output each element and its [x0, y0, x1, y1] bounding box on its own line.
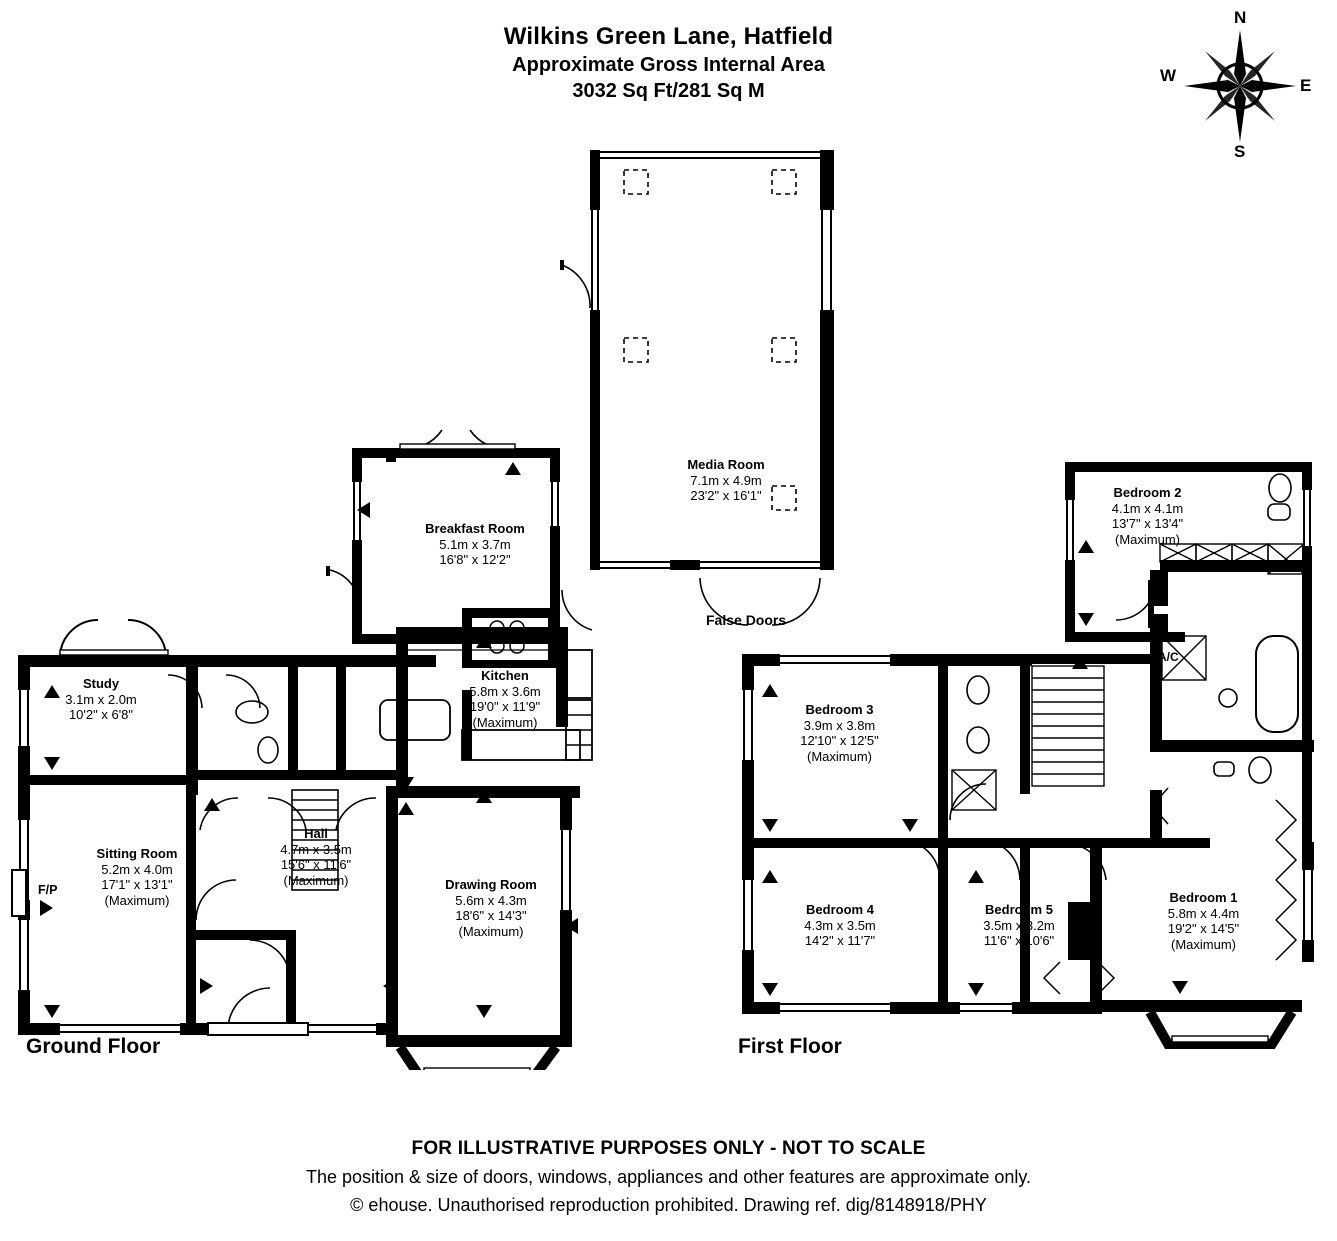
- plan-header: [0, 22, 1337, 104]
- plan-footer: [0, 1135, 1337, 1219]
- room-bedroom-5: Bedroom 5 3.5m x 3.2m 11'6" x 10'6": [983, 902, 1055, 948]
- compass-rose: [1150, 8, 1330, 168]
- air-conditioning-label: A/C: [1158, 650, 1179, 664]
- copyright-line: © ehouse. Unauthorised reproduction prohibited. Drawing ref. dig/8148918/PHY: [350, 1195, 987, 1215]
- false-doors-label: False Doors: [706, 612, 787, 628]
- compass-east-label: E: [1300, 76, 1312, 95]
- room-hall: Hall 4.7m x 3.5m 15'6" x 11'6" (Maximum): [280, 826, 352, 888]
- room-kitchen: Kitchen 5.8m x 3.6m 19'0" x 11'9" (Maximum): [469, 668, 541, 730]
- compass-west-label: W: [1160, 66, 1177, 85]
- ground-floor-caption: Ground Floor: [26, 1035, 161, 1058]
- page-title: Wilkins Green Lane, Hatfield: [503, 23, 834, 50]
- compass-north-label: N: [1234, 8, 1247, 27]
- fireplace-label: F/P: [38, 883, 58, 897]
- area-label: Approximate Gross Internal Area: [512, 54, 825, 76]
- disclaimer-line-1: FOR ILLUSTRATIVE PURPOSES ONLY - NOT TO SCALE: [411, 1138, 926, 1159]
- area-value: 3032 Sq Ft/281 Sq M: [572, 80, 765, 102]
- room-bedroom-1: Bedroom 1 5.8m x 4.4m 19'2" x 14'5" (Maximum): [1167, 890, 1240, 952]
- room-sitting-room: Sitting Room 5.2m x 4.0m 17'1" x 13'1" (Maximum): [96, 846, 178, 908]
- disclaimer-line-2: The position & size of doors, windows, appliances and other features are approximate only.: [305, 1167, 1032, 1187]
- room-bedroom-2: Bedroom 2 4.1m x 4.1m 13'7" x 13'4" (Maximum): [1111, 485, 1184, 547]
- compass-south-label: S: [1234, 142, 1246, 161]
- room-drawing-room: Drawing Room 5.6m x 4.3m 18'6" x 14'3" (Maximum): [445, 877, 537, 939]
- room-bedroom-4: Bedroom 4 4.3m x 3.5m 14'2" x 11'7": [804, 902, 876, 948]
- room-study: Study 3.1m x 2.0m 10'2" x 6'8": [65, 676, 137, 722]
- room-media-room: Media Room 7.1m x 4.9m 23'2" x 16'1": [687, 457, 765, 503]
- first-floor-caption: First Floor: [738, 1035, 842, 1058]
- room-breakfast-room: Breakfast Room 5.1m x 3.7m 16'8" x 12'2": [425, 521, 525, 567]
- room-bedroom-3: Bedroom 3 3.9m x 3.8m 12'10" x 12'5" (Maximum): [800, 702, 879, 764]
